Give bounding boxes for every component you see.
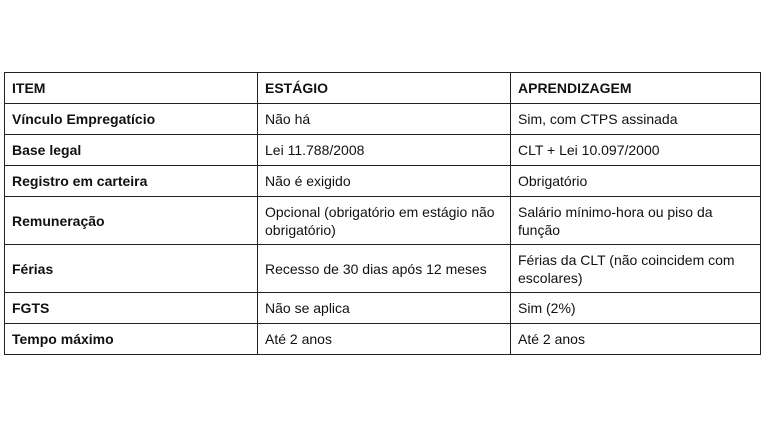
table-row [5,197,761,245]
row-label: Vínculo Empregatício [5,104,258,135]
aprendizagem-cell: Sim, com CTPS assinada [511,104,761,135]
header-item: ITEM [5,73,258,104]
estagio-cell: Não há [258,104,511,135]
table-row [5,245,761,293]
estagio-cell: Até 2 anos [258,324,511,355]
row-label: Registro em carteira [5,166,258,197]
aprendizagem-cell: Obrigatório [511,166,761,197]
row-label: FGTS [5,293,258,324]
table-row [5,324,761,355]
table-row [5,135,761,166]
row-label: Tempo máximo [5,324,258,355]
estagio-cell: Não se aplica [258,293,511,324]
header-estagio: ESTÁGIO [258,73,511,104]
row-label: Férias [5,245,258,293]
aprendizagem-cell: CLT + Lei 10.097/2000 [511,135,761,166]
table-row [5,166,761,197]
row-label: Base legal [5,135,258,166]
aprendizagem-cell: Sim (2%) [511,293,761,324]
comparison-table-container [4,72,760,355]
header-aprendizagem: APRENDIZAGEM [511,73,761,104]
estagio-cell: Recesso de 30 dias após 12 meses [258,245,511,293]
estagio-cell: Não é exigido [258,166,511,197]
estagio-cell: Opcional (obrigatório em estágio não obrigatório) [258,197,511,245]
estagio-cell: Lei 11.788/2008 [258,135,511,166]
aprendizagem-cell: Férias da CLT (não coincidem com escolares) [511,245,761,293]
comparison-table [4,72,761,355]
aprendizagem-cell: Salário mínimo-hora ou piso da função [511,197,761,245]
table-header-row [5,73,761,104]
aprendizagem-cell: Até 2 anos [511,324,761,355]
table-row [5,293,761,324]
row-label: Remuneração [5,197,258,245]
table-row [5,104,761,135]
